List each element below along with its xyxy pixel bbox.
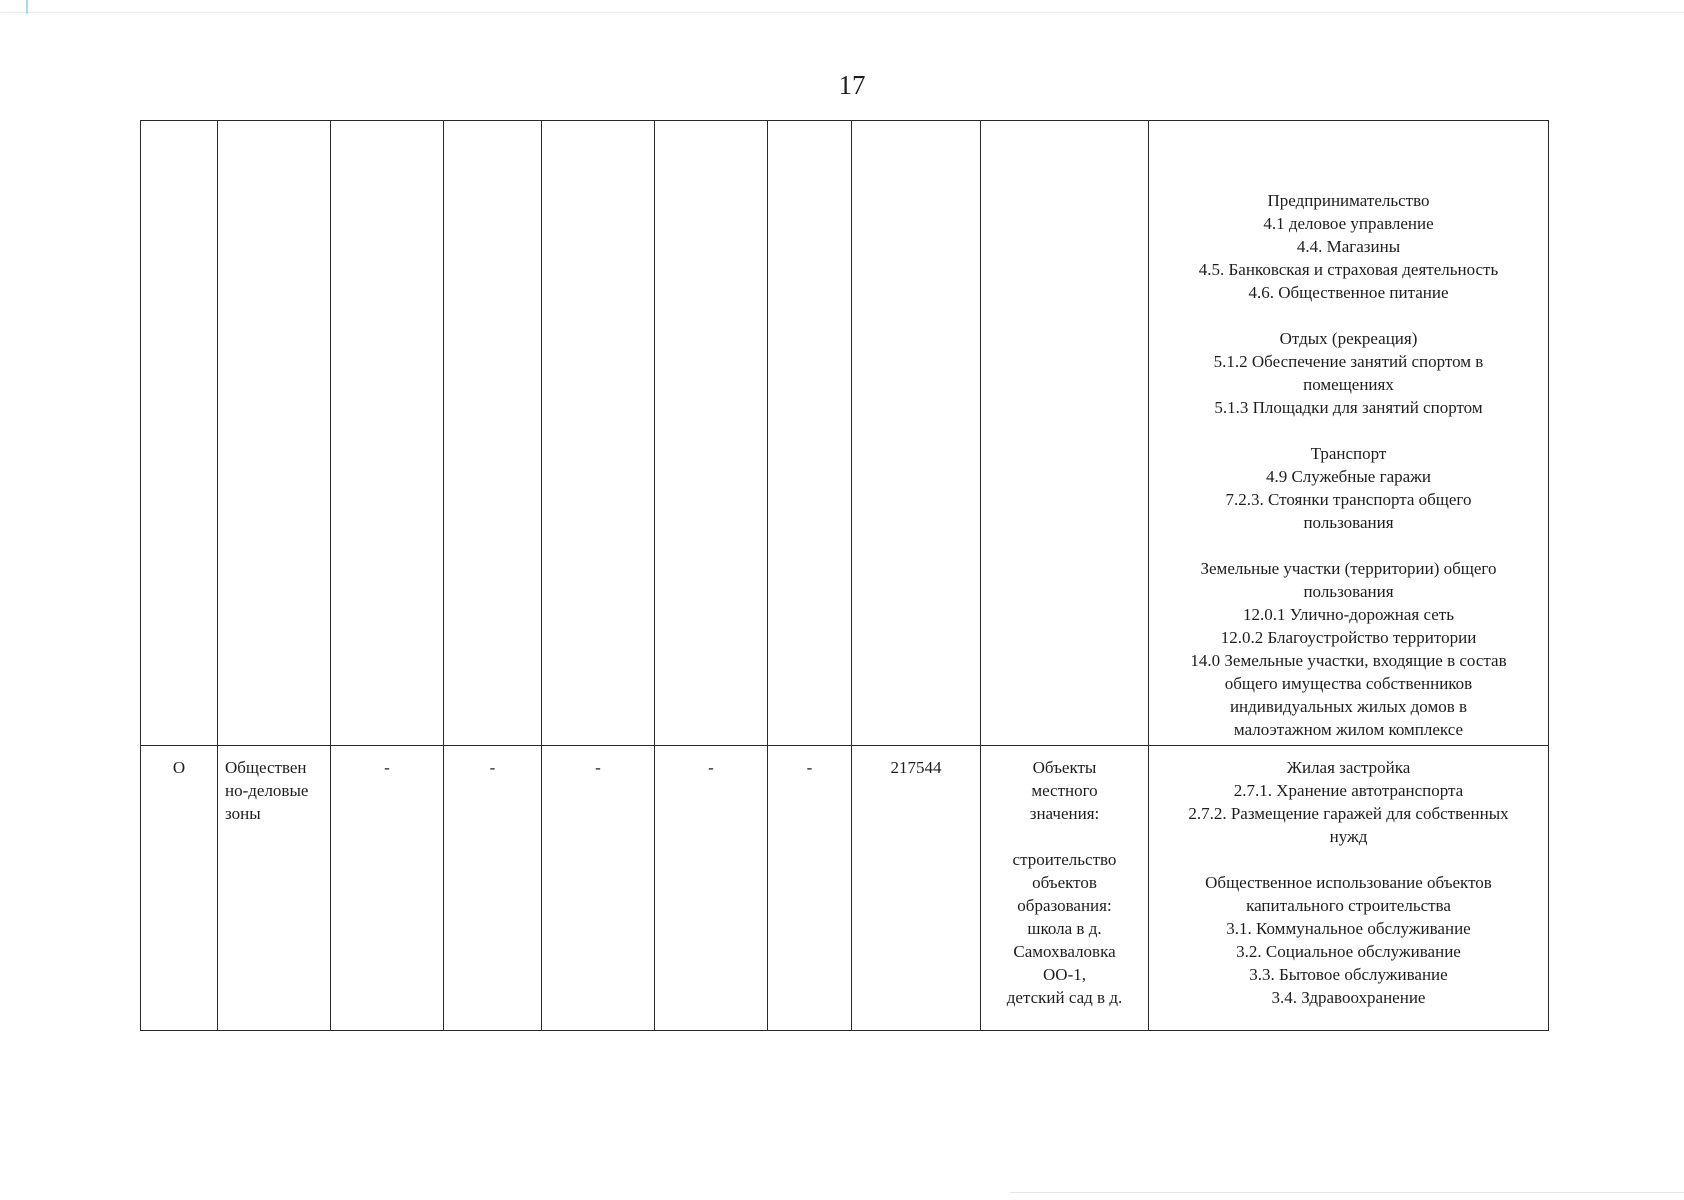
scan-top-edge — [0, 12, 1684, 13]
use-group-title: Жилая застройка — [1286, 758, 1411, 777]
use-item: 2.7.1. Хранение автотранспорта — [1233, 781, 1464, 800]
zone-name-line: зоны — [225, 804, 261, 823]
page-number: 17 — [838, 70, 866, 100]
use-item: малоэтажном жилом комплексе — [1233, 720, 1464, 739]
use-item: 12.0.1 Улично-дорожная сеть — [1243, 605, 1454, 624]
use-group-transport — [1155, 442, 1542, 534]
use-item: 7.2.3. Стоянки транспорта общего — [1225, 490, 1472, 509]
objects-line: местного — [1031, 781, 1098, 800]
use-item: 3.3. Бытовое обслуживание — [1249, 965, 1448, 984]
zone-area-cell: 217544 — [852, 746, 981, 1031]
objects-line: детский сад в д. — [1006, 988, 1123, 1007]
table-row-public-business-zone — [141, 746, 1549, 1031]
use-item: 4.9 Служебные гаражи — [1265, 467, 1432, 486]
table-cell-empty — [542, 121, 655, 746]
use-group-title: Общественное использование объектов — [1205, 873, 1492, 892]
objects-line: значения: — [1029, 804, 1100, 823]
scan-bottom-edge — [1010, 1192, 1684, 1193]
zone-code-cell: О — [141, 746, 218, 1031]
table-cell-empty — [218, 121, 331, 746]
use-group-recreation — [1155, 327, 1542, 419]
objects-line: строительство — [1012, 850, 1117, 869]
dash-cell: - — [655, 746, 768, 1031]
objects-line: объектов — [1032, 873, 1097, 892]
use-item: общего имущества собственников — [1224, 674, 1473, 693]
dash-cell: - — [542, 746, 655, 1031]
use-item: 4.5. Банковская и страховая деятельность — [1198, 260, 1499, 279]
objects-education — [985, 848, 1144, 1009]
use-item: индивидуальных жилых домов в — [1229, 697, 1468, 716]
permitted-uses-cell — [1149, 746, 1549, 1031]
use-item: 3.1. Коммунальное обслуживание — [1226, 919, 1471, 938]
use-item: 14.0 Земельные участки, входящие в состав — [1190, 651, 1507, 670]
use-group-title: Отдых (рекреация) — [1279, 329, 1418, 348]
use-item: пользования — [1303, 513, 1394, 532]
use-item: 3.4. Здравоохранение — [1271, 988, 1426, 1007]
use-group-entrepreneurship — [1155, 189, 1542, 304]
use-group-title: Предпринимательство — [1267, 191, 1430, 210]
use-group-public-use — [1155, 871, 1542, 1009]
table-cell-empty — [768, 121, 852, 746]
table-row-continuation — [141, 121, 1549, 746]
table-cell-empty — [331, 121, 444, 746]
permitted-uses-cell — [1149, 121, 1549, 746]
objects-line: образования: — [1017, 896, 1112, 915]
use-group-title: капитального строительства — [1246, 896, 1451, 915]
use-item: 4.1 деловое управление — [1263, 214, 1434, 233]
use-item: 3.2. Социальное обслуживание — [1236, 942, 1461, 961]
use-item: 4.6. Общественное питание — [1248, 283, 1449, 302]
use-group-title: Транспорт — [1310, 444, 1387, 463]
use-item: помещениях — [1303, 375, 1394, 394]
use-item: 12.0.2 Благоустройство территории — [1220, 628, 1477, 647]
dash-cell: - — [768, 746, 852, 1031]
use-item: 2.7.2. Размещение гаражей для собственных — [1188, 804, 1509, 823]
table-cell-empty — [141, 121, 218, 746]
use-group-public-land — [1155, 557, 1542, 741]
use-item: нужд — [1329, 827, 1368, 846]
scan-corner-mark — [26, 0, 28, 14]
use-item: 4.4. Магазины — [1296, 237, 1401, 256]
use-group-title: Земельные участки (территории) общего — [1200, 559, 1497, 578]
table-cell-empty — [655, 121, 768, 746]
use-item: 5.1.2 Обеспечение занятий спортом в — [1213, 352, 1484, 371]
objects-line: Объекты — [1032, 758, 1097, 777]
local-objects-cell — [981, 746, 1149, 1031]
dash-cell: - — [444, 746, 542, 1031]
table-cell-empty — [981, 121, 1149, 746]
zone-name-line: Обществен — [225, 758, 307, 777]
objects-line: ОО-1, — [1043, 965, 1086, 984]
zoning-table — [140, 120, 1549, 1031]
use-group-title: пользования — [1303, 582, 1394, 601]
objects-heading — [985, 756, 1144, 825]
objects-line: Самохваловка — [1013, 942, 1116, 961]
objects-line: школа в д. — [1027, 919, 1102, 938]
use-group-residential — [1155, 756, 1542, 848]
zone-name-line: но-деловые — [225, 781, 309, 800]
table-cell-empty — [444, 121, 542, 746]
table-cell-empty — [852, 121, 981, 746]
dash-cell: - — [331, 746, 444, 1031]
use-item: 5.1.3 Площадки для занятий спортом — [1214, 398, 1483, 417]
zone-name-cell — [218, 746, 331, 1031]
